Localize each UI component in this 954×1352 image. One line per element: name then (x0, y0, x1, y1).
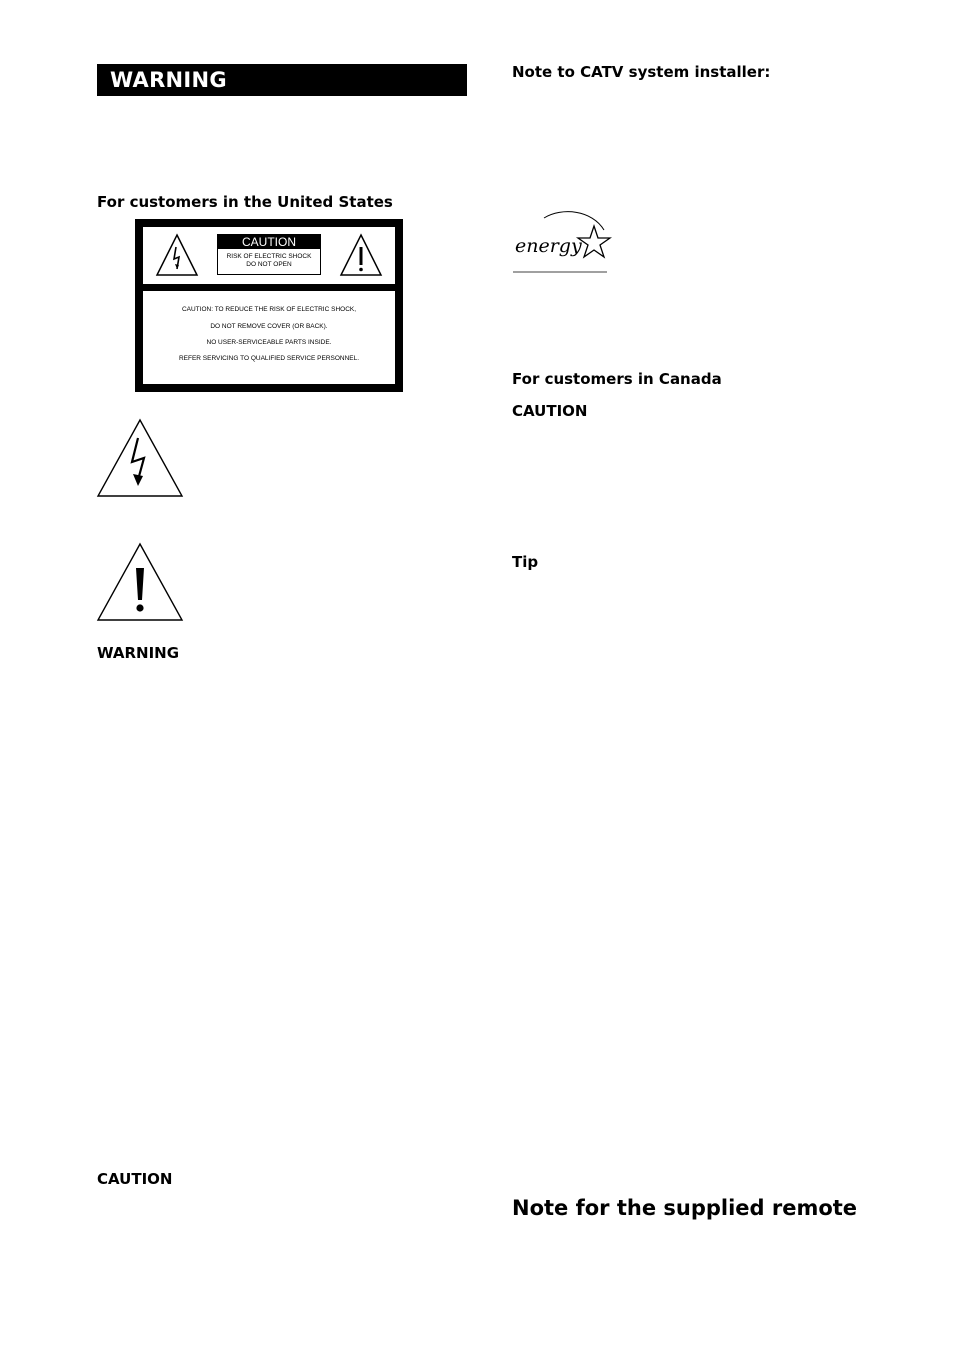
label-line-3: NO USER-SERVICEABLE PARTS INSIDE. (206, 339, 332, 346)
canada-caution-heading: CAUTION (512, 402, 588, 420)
risk-text (218, 253, 320, 269)
remote-note-heading: Note for the supplied remote (512, 1196, 858, 1220)
us-customers-heading: For customers in the United States (97, 193, 393, 211)
exclamation-triangle-icon (96, 542, 184, 622)
caution-label (135, 219, 403, 392)
lightning-triangle-icon (96, 418, 184, 498)
energy-logo-text: energy (515, 235, 582, 257)
caution-box-title: CAUTION (218, 235, 320, 249)
risk-line-2: DO NOT OPEN (246, 261, 292, 268)
catv-installer-heading: Note to CATV system installer: (512, 63, 771, 81)
exclamation-triangle-icon (339, 233, 383, 277)
caution-label-bottom (143, 291, 395, 384)
label-line-1: CAUTION: TO REDUCE THE RISK OF ELECTRIC SHOCK, (181, 306, 357, 313)
caution-label-top (143, 227, 395, 284)
label-line-2: DO NOT REMOVE COVER (OR BACK). (210, 323, 328, 330)
lightning-triangle-icon (155, 233, 199, 277)
canada-customers-heading: For customers in Canada (512, 370, 722, 388)
warning-heading: WARNING (97, 644, 180, 662)
caution-heading: CAUTION (97, 1170, 173, 1188)
tip-heading: Tip (512, 553, 539, 571)
label-line-4: REFER SERVICING TO QUALIFIED SERVICE PERSONNEL. (178, 355, 360, 362)
risk-line-1: RISK OF ELECTRIC SHOCK (226, 253, 312, 260)
caution-box (217, 234, 321, 275)
warning-title-bar: WARNING (97, 64, 467, 96)
energy-star-logo (510, 208, 612, 276)
